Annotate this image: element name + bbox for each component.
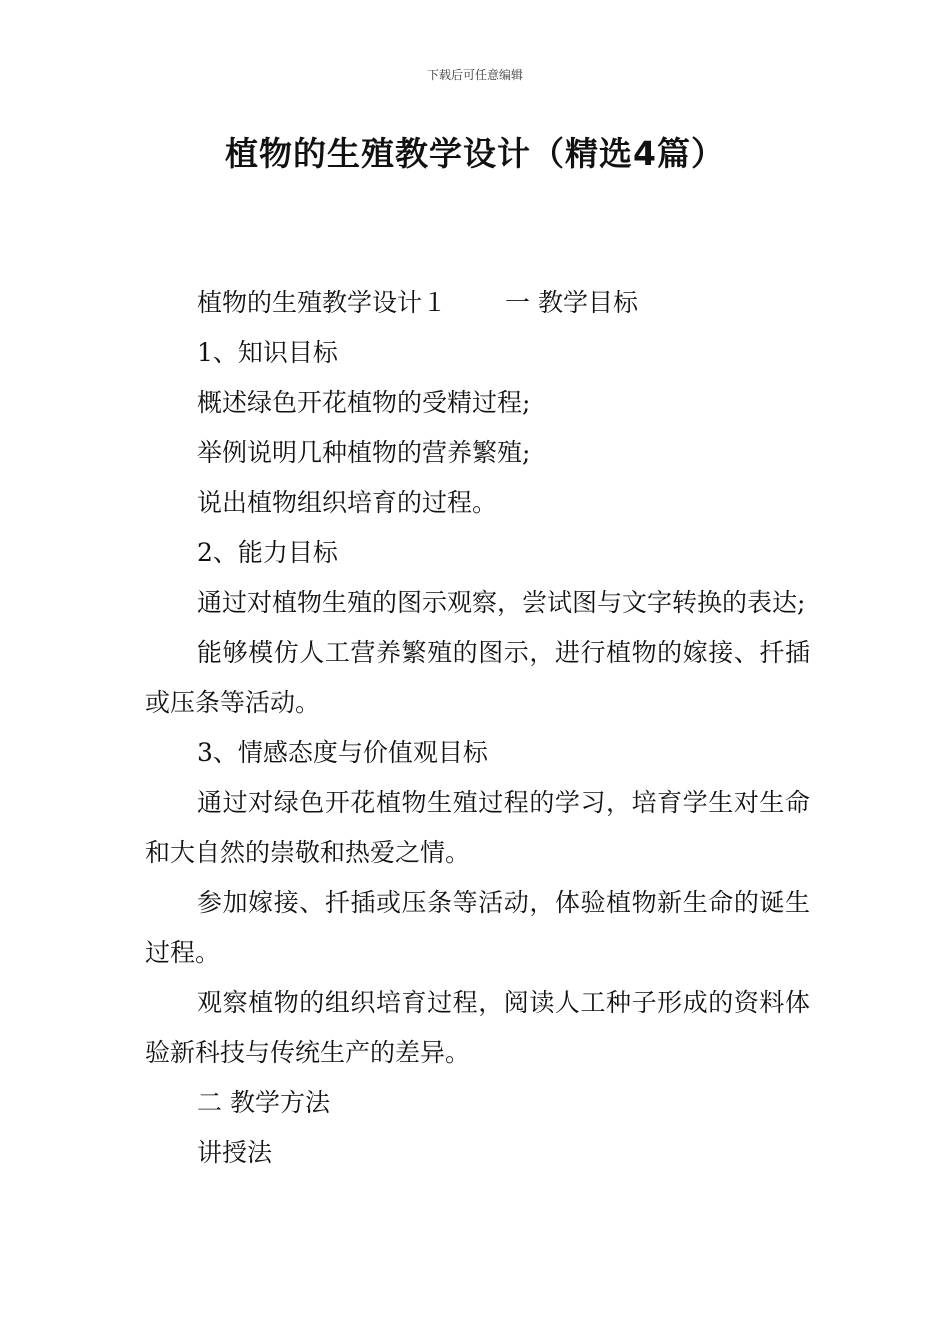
- paragraph: 通过对植物生殖的图示观察，尝试图与文字转换的表达;: [197, 588, 806, 617]
- document-body: [145, 278, 810, 1178]
- paragraph-ability-goal: 2、能力目标: [197, 538, 338, 567]
- paragraph-knowledge-goal: 1、知识目标: [197, 338, 338, 367]
- paragraph: 参加嫁接、扦插或压条等活动，体验植物新生命的诞生过程。: [145, 888, 810, 967]
- paragraph: 观察植物的组织培育过程，阅读人工种子形成的资料体验新科技与传统生产的差异。: [145, 988, 810, 1067]
- paragraph: 讲授法: [197, 1138, 273, 1167]
- section-title: 植物的生殖教学设计１: [197, 288, 448, 317]
- paragraph: 说出植物组织培育的过程。: [197, 488, 498, 517]
- paragraph: 通过对绿色开花植物生殖过程的学习，培育学生对生命和大自然的崇敬和热爱之情。: [145, 788, 810, 867]
- paragraph: 能够模仿人工营养繁殖的图示，进行植物的嫁接、扦插或压条等活动。: [145, 638, 810, 717]
- document-title: 植物的生殖教学设计（精选4篇）: [225, 134, 725, 173]
- paragraph-attitude-goal: 3、情感态度与价值观目标: [197, 738, 488, 767]
- paragraph-methods-heading: 二 教学方法: [197, 1088, 330, 1117]
- objectives-heading: 一 教学目标: [505, 288, 638, 317]
- paragraph: 举例说明几种植物的营养繁殖;: [197, 438, 531, 467]
- page-header-note: 下载后可任意编辑: [426, 68, 523, 82]
- paragraph-section-heading: [145, 278, 810, 328]
- paragraph: 概述绿色开花植物的受精过程;: [197, 388, 531, 417]
